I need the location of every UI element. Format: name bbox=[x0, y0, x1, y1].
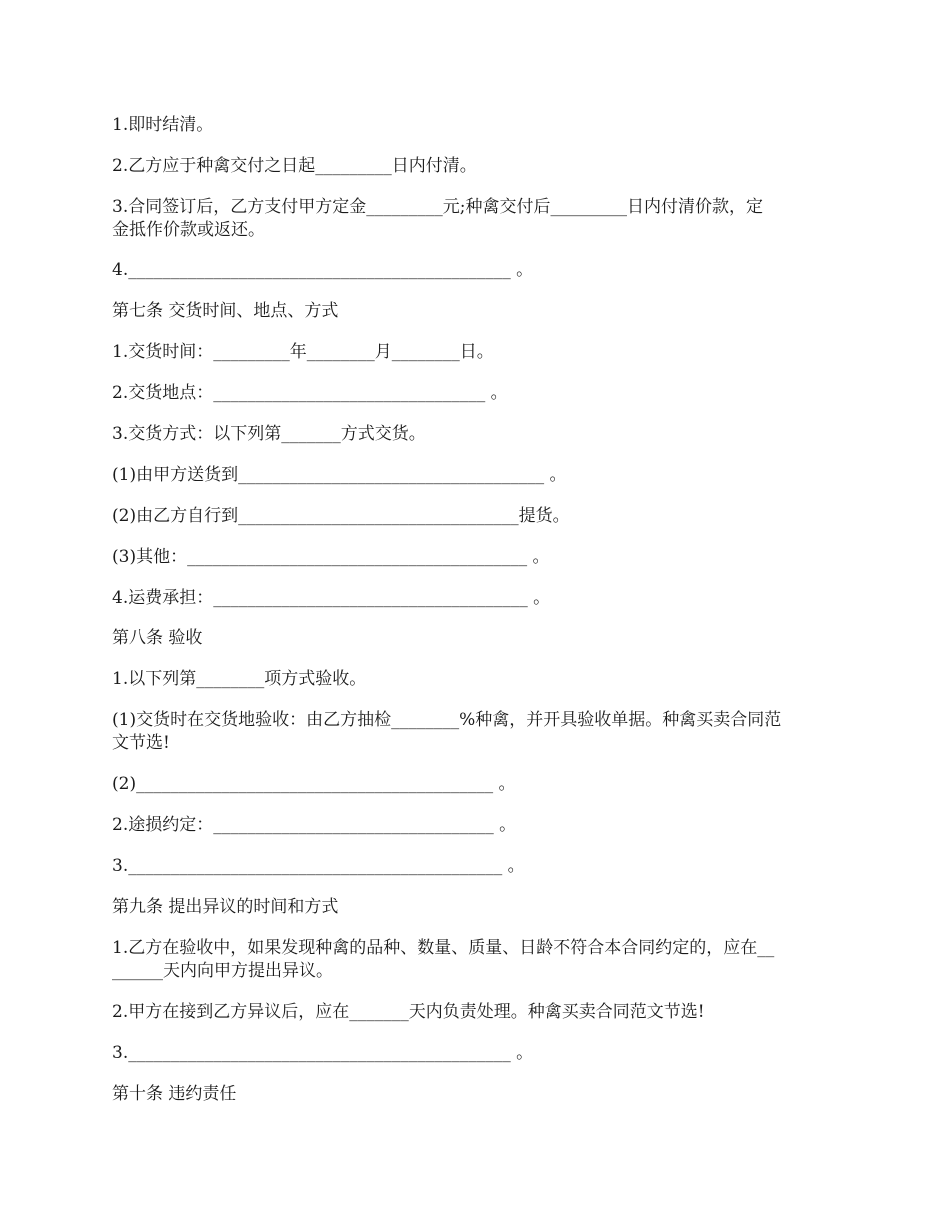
clause-line: ______天内向甲方提出异议。 bbox=[112, 961, 333, 981]
clause-line: 1.乙方在验收中，如果发现种禽的品种、数量、质量、日龄不符合本合同约定的，应在__ bbox=[112, 938, 775, 958]
clause-line: 2.交货地点：________________________________ 。 bbox=[112, 383, 508, 403]
clause-line: 2.途损约定：_________________________________ 。 bbox=[112, 815, 517, 835]
section-heading: 第八条 验收 bbox=[112, 628, 203, 648]
clause-line: 2.甲方在接到乙方异议后，应在_______天内负责处理。种禽买卖合同范文节选! bbox=[112, 1002, 705, 1022]
clause-line: (1)交货时在交货地验收：由乙方抽检________%种禽，并开具验收单据。种禽买卖合同范 bbox=[112, 710, 782, 730]
clause-line: 4.运费承担：_____________________________________ 。 bbox=[112, 588, 551, 608]
section-heading: 第十条 违约责任 bbox=[112, 1084, 237, 1104]
clause-line: 1.即时结清。 bbox=[112, 115, 214, 135]
clause-line: 3.交货方式：以下列第_______方式交货。 bbox=[112, 424, 426, 444]
clause-line: (2)__________________________________________ 。 bbox=[112, 774, 516, 794]
clause-line: (1)由甲方送货到____________________________________ 。 bbox=[112, 465, 567, 485]
clause-line: (3)其他：________________________________________ 。 bbox=[112, 547, 550, 567]
section-heading: 第七条 交货时间、地点、方式 bbox=[112, 301, 339, 321]
clause-line: 2.乙方应于种禽交付之日起_________日内付清。 bbox=[112, 156, 477, 176]
clause-line: 金抵作价款或返还。 bbox=[112, 220, 265, 240]
clause-line: 3.合同签订后，乙方支付甲方定金_________元;种禽交付后_________日内付清价款，定 bbox=[112, 197, 763, 217]
clause-line: 文节选! bbox=[112, 733, 170, 753]
clause-line: 4._____________________________________________ 。 bbox=[112, 260, 534, 280]
clause-line: 1.以下列第________项方式验收。 bbox=[112, 669, 367, 689]
clause-line: 3._____________________________________________ 。 bbox=[112, 1043, 534, 1063]
clause-line: 3.____________________________________________ 。 bbox=[112, 856, 525, 876]
section-heading: 第九条 提出异议的时间和方式 bbox=[112, 897, 339, 917]
clause-line: (2)由乙方自行到_________________________________提货。 bbox=[112, 506, 570, 526]
clause-line: 1.交货时间：_________年________月________日。 bbox=[112, 342, 494, 362]
